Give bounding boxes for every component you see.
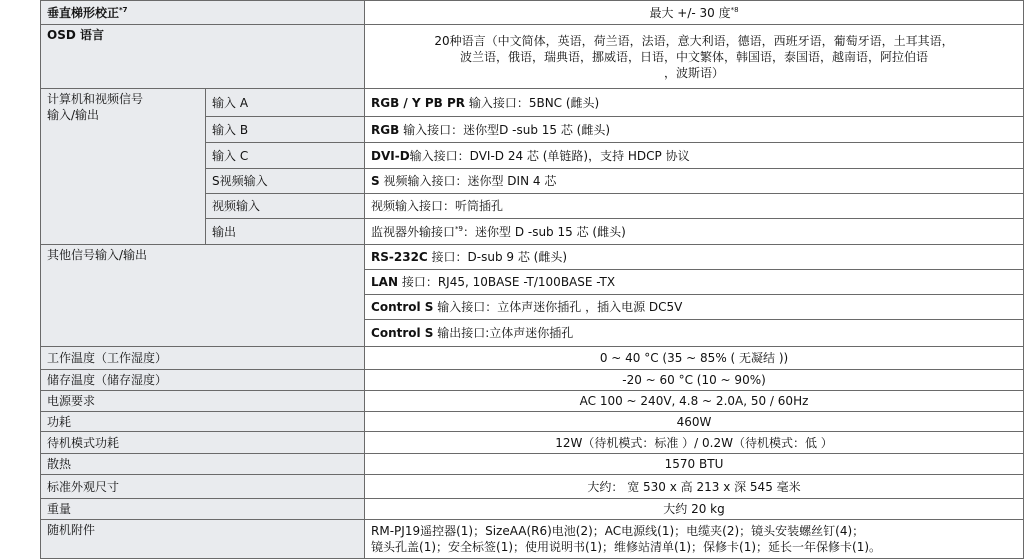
other-value: Control S 输出接口:立体声迷你插孔 xyxy=(365,320,1024,347)
value-osd xyxy=(365,25,1024,89)
io-value: 监视器外输接口$^{*9}$：迷你型 D -sub 15 芯 (雌头) xyxy=(365,219,1024,245)
label-io: 计算机和视频信号 输入/输出 xyxy=(41,89,206,245)
value-store-temp: -20 ~ 60 °C (10 ~ 90%) xyxy=(365,370,1024,391)
io-name: 视频输入 xyxy=(206,194,365,219)
label-dims: 标准外观尺寸 xyxy=(41,475,365,499)
label-weight: 重量 xyxy=(41,499,365,520)
value-heat: 1570 BTU xyxy=(365,454,1024,475)
footnote-mark: *8 xyxy=(730,5,739,14)
io-name: S视频输入 xyxy=(206,169,365,194)
row-heat xyxy=(41,454,1024,475)
footnote-mark: *9 xyxy=(455,224,463,233)
osd-line: 20种语言（中文简体，英语，荷兰语，法语，意大利语，德语，西班牙语，葡萄牙语，土耳其语， xyxy=(434,33,954,48)
io-value: RGB 输入接口：迷你型D -sub 15 芯 (雌头) xyxy=(365,117,1024,143)
osd-line: 波兰语，俄语，瑞典语，挪威语，日语，中文繁体，韩国语，泰国语，越南语，阿拉伯语 xyxy=(460,49,929,64)
other-value: Control S 输入接口：立体声迷你插孔 ，插入电源 DC5V xyxy=(365,295,1024,320)
row-keystone xyxy=(41,1,1024,25)
row-power xyxy=(41,391,1024,412)
row-osd xyxy=(41,25,1024,89)
other-value: RS-232C 接口：D-sub 9 芯 (雌头) xyxy=(365,245,1024,270)
row-accessories xyxy=(41,520,1024,559)
label-op-temp: 工作温度（工作湿度） xyxy=(41,347,365,370)
label-accessories: 随机附件 xyxy=(41,520,365,559)
row-op-temp xyxy=(41,347,1024,370)
footnote-mark: *7 xyxy=(119,5,128,14)
row-weight xyxy=(41,499,1024,520)
label-keystone: 垂直梯形校正$^{*7}$ xyxy=(41,1,365,25)
value-accessories xyxy=(365,520,1024,559)
label-heat: 散热 xyxy=(41,454,365,475)
label-other-io: 其他信号输入/输出 xyxy=(41,245,365,347)
row-dims xyxy=(41,475,1024,499)
label-power: 电源要求 xyxy=(41,391,365,412)
value-op-temp: 0 ~ 40 °C (35 ~ 85% ( 无凝结 )) xyxy=(365,347,1024,370)
io-value: 视频输入接口：听筒插孔 xyxy=(365,194,1024,219)
io-value: RGB / Y PB PR 输入接口：5BNC (雌头) xyxy=(365,89,1024,117)
row-store-temp xyxy=(41,370,1024,391)
label-store-temp: 储存温度（储存湿度） xyxy=(41,370,365,391)
row-standby xyxy=(41,432,1024,454)
io-name: 输入 C xyxy=(206,143,365,169)
io-value: DVI-D输入接口：DVI-D 24 芯 (单链路)，支持 HDCP 协议 xyxy=(365,143,1024,169)
io-value: S 视频输入接口：迷你型 DIN 4 芯 xyxy=(365,169,1024,194)
row-input-a xyxy=(41,89,1024,117)
value-power: AC 100 ~ 240V, 4.8 ~ 2.0A, 50 / 60Hz xyxy=(365,391,1024,412)
value-consumption: 460W xyxy=(365,412,1024,432)
other-value: LAN 接口：RJ45, 10BASE -T/100BASE -TX xyxy=(365,270,1024,295)
accessory-line: RM-PJ19遥控器(1)；SizeAA(R6)电池(2)；AC电源线(1)；电缆夹(2)；镜头安装螺丝钉(4)； xyxy=(371,524,865,538)
label-osd: OSD 语言 xyxy=(41,25,365,89)
value-keystone: 最大 +/- 30 度$^{*8}$ xyxy=(365,1,1024,25)
row-consumption xyxy=(41,412,1024,432)
value-standby: 12W（待机模式：标准 ）/ 0.2W（待机模式：低 ） xyxy=(365,432,1024,454)
row-rs232c xyxy=(41,245,1024,270)
accessory-line: 镜头孔盖(1)；安全标签(1)；使用说明书(1)；维修站清单(1)；保修卡(1)；延长一年保修卡(1)。 xyxy=(371,540,882,554)
osd-line: ，波斯语） xyxy=(664,65,725,80)
label-consumption: 功耗 xyxy=(41,412,365,432)
value-weight: 大约 20 kg xyxy=(365,499,1024,520)
io-name: 输出 xyxy=(206,219,365,245)
io-name: 输入 B xyxy=(206,117,365,143)
spec-table xyxy=(40,0,1024,559)
io-name: 输入 A xyxy=(206,89,365,117)
label-standby: 待机模式功耗 xyxy=(41,432,365,454)
value-dims: 大约： 宽 530 x 高 213 x 深 545 毫米 xyxy=(365,475,1024,499)
